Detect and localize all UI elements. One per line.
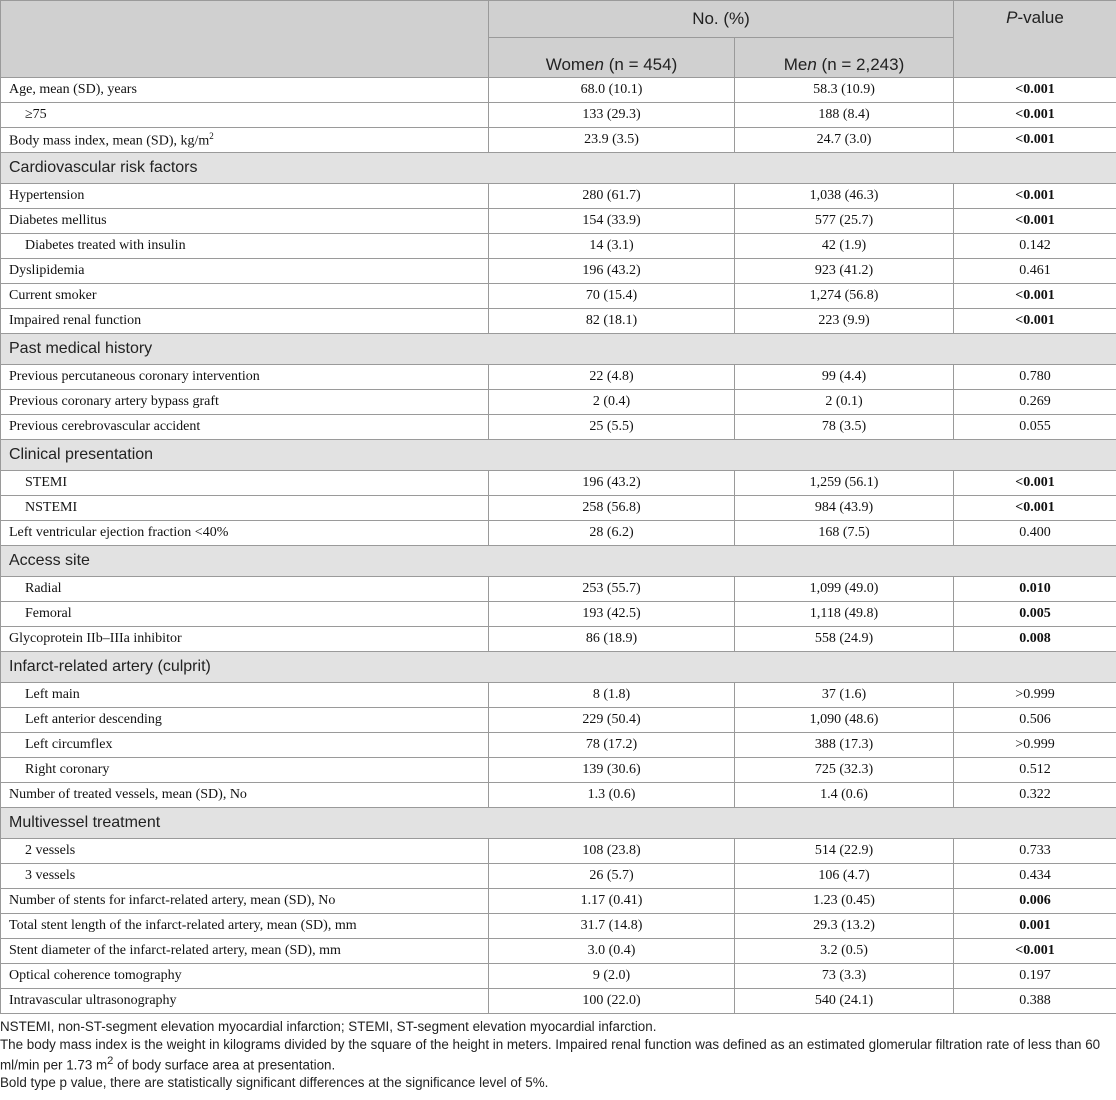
women-value: 78 (17.2)	[489, 733, 735, 758]
men-value: 29.3 (13.2)	[735, 914, 954, 939]
row-label: Impaired renal function	[1, 309, 489, 334]
row-label: Radial	[1, 577, 489, 602]
row-label: 3 vessels	[1, 864, 489, 889]
p-value: <0.001	[954, 103, 1116, 128]
p-value: 0.322	[954, 783, 1116, 808]
men-value: 37 (1.6)	[735, 683, 954, 708]
men-value: 1,118 (49.8)	[735, 602, 954, 627]
men-value: 725 (32.3)	[735, 758, 954, 783]
p-value: 0.055	[954, 415, 1116, 440]
table-row	[1, 521, 1116, 546]
table-row	[1, 627, 1116, 652]
p-value: 0.269	[954, 390, 1116, 415]
men-value: 540 (24.1)	[735, 989, 954, 1014]
women-value: 139 (30.6)	[489, 758, 735, 783]
men-value: 73 (3.3)	[735, 964, 954, 989]
men-column-header: Men (n = 2,243)	[735, 38, 954, 78]
p-value: 0.388	[954, 989, 1116, 1014]
men-value: 3.2 (0.5)	[735, 939, 954, 964]
row-label: Stent diameter of the infarct-related artery, mean (SD), mm	[1, 939, 489, 964]
table-row	[1, 309, 1116, 334]
footnote-significance: Bold type p value, there are statistically significant differences at the significance level of 5%.	[0, 1074, 549, 1090]
table-row	[1, 259, 1116, 284]
women-value: 108 (23.8)	[489, 839, 735, 864]
women-value: 193 (42.5)	[489, 602, 735, 627]
table-row	[1, 365, 1116, 390]
p-value: 0.461	[954, 259, 1116, 284]
footnote-definitions-text: The body mass index is the weight in kilograms divided by the square of the height in meters. Impaired renal function was defined as an estimated glomerular filtration rate of less than 60 ml/min per 1.73 m	[0, 1036, 1101, 1073]
row-label: Total stent length of the infarct-related artery, mean (SD), mm	[1, 914, 489, 939]
men-value: 1.4 (0.6)	[735, 783, 954, 808]
men-value: 1,038 (46.3)	[735, 184, 954, 209]
p-value: 0.005	[954, 602, 1116, 627]
women-value: 22 (4.8)	[489, 365, 735, 390]
men-value: 1,259 (56.1)	[735, 471, 954, 496]
table-row	[1, 708, 1116, 733]
women-value: 229 (50.4)	[489, 708, 735, 733]
women-value: 25 (5.5)	[489, 415, 735, 440]
row-label: Dyslipidemia	[1, 259, 489, 284]
women-value: 196 (43.2)	[489, 471, 735, 496]
p-value: <0.001	[954, 128, 1116, 153]
row-label: Left main	[1, 683, 489, 708]
table-row	[1, 889, 1116, 914]
women-value: 1.3 (0.6)	[489, 783, 735, 808]
row-label: NSTEMI	[1, 496, 489, 521]
men-value: 168 (7.5)	[735, 521, 954, 546]
women-value: 8 (1.8)	[489, 683, 735, 708]
men-value: 388 (17.3)	[735, 733, 954, 758]
women-value: 154 (33.9)	[489, 209, 735, 234]
women-value: 68.0 (10.1)	[489, 78, 735, 103]
men-value: 984 (43.9)	[735, 496, 954, 521]
p-value: >0.999	[954, 683, 1116, 708]
p-value: 0.733	[954, 839, 1116, 864]
table-row	[1, 864, 1116, 889]
group-header: No. (%)	[489, 1, 954, 38]
men-value: 188 (8.4)	[735, 103, 954, 128]
women-value: 253 (55.7)	[489, 577, 735, 602]
p-value: 0.197	[954, 964, 1116, 989]
women-value: 23.9 (3.5)	[489, 128, 735, 153]
table-row	[1, 964, 1116, 989]
men-value: 1.23 (0.45)	[735, 889, 954, 914]
row-label: 2 vessels	[1, 839, 489, 864]
row-label: Body mass index, mean (SD), $kg/m^2$	[1, 128, 489, 153]
table-row	[1, 103, 1116, 128]
men-value: 24.7 (3.0)	[735, 128, 954, 153]
section-title: Past medical history	[1, 334, 1116, 365]
table-body	[1, 78, 1116, 1014]
women-value: 70 (15.4)	[489, 284, 735, 309]
row-label: Number of treated vessels, mean (SD), No	[1, 783, 489, 808]
table-row	[1, 78, 1116, 103]
men-value: 1,099 (49.0)	[735, 577, 954, 602]
row-label: Diabetes mellitus	[1, 209, 489, 234]
table-row	[1, 496, 1116, 521]
women-column-header: Women (n = 454)	[489, 38, 735, 78]
men-value: 99 (4.4)	[735, 365, 954, 390]
section-header-row	[1, 440, 1116, 471]
table-row	[1, 390, 1116, 415]
row-label: STEMI	[1, 471, 489, 496]
row-label: Age, mean (SD), years	[1, 78, 489, 103]
section-title: Access site	[1, 546, 1116, 577]
footnote-definitions-tail: of body surface area at presentation.	[113, 1057, 336, 1073]
men-value: 923 (41.2)	[735, 259, 954, 284]
table-row	[1, 415, 1116, 440]
men-value: 106 (4.7)	[735, 864, 954, 889]
p-value: <0.001	[954, 284, 1116, 309]
table-row	[1, 209, 1116, 234]
row-label: Left anterior descending	[1, 708, 489, 733]
pvalue-column-header: P-value	[954, 1, 1116, 78]
men-value: 78 (3.5)	[735, 415, 954, 440]
men-value: 514 (22.9)	[735, 839, 954, 864]
men-value: 1,090 (48.6)	[735, 708, 954, 733]
men-value: 42 (1.9)	[735, 234, 954, 259]
table-row	[1, 683, 1116, 708]
table-row	[1, 471, 1116, 496]
p-value: <0.001	[954, 209, 1116, 234]
p-value: <0.001	[954, 471, 1116, 496]
women-value: 9 (2.0)	[489, 964, 735, 989]
footnote-abbreviations: NSTEMI, non-ST-segment elevation myocardial infarction; STEMI, ST-segment elevation myocardial infarction.	[0, 1019, 657, 1034]
row-label: ≥75	[1, 103, 489, 128]
women-value: 100 (22.0)	[489, 989, 735, 1014]
row-label: Intravascular ultrasonography	[1, 989, 489, 1014]
p-value: 0.010	[954, 577, 1116, 602]
women-value: 196 (43.2)	[489, 259, 735, 284]
p-value: <0.001	[954, 939, 1116, 964]
table-row	[1, 939, 1116, 964]
table-row	[1, 577, 1116, 602]
row-label: Previous coronary artery bypass graft	[1, 390, 489, 415]
table-row	[1, 758, 1116, 783]
women-value: 2 (0.4)	[489, 390, 735, 415]
women-value: 258 (56.8)	[489, 496, 735, 521]
table-row	[1, 284, 1116, 309]
section-title: Multivessel treatment	[1, 808, 1116, 839]
row-label: Diabetes treated with insulin	[1, 234, 489, 259]
row-label: Hypertension	[1, 184, 489, 209]
p-value: 0.400	[954, 521, 1116, 546]
p-value: 0.506	[954, 708, 1116, 733]
table-row	[1, 184, 1116, 209]
table-footnotes	[0, 1018, 1116, 1091]
men-value: 1,274 (56.8)	[735, 284, 954, 309]
p-value: 0.142	[954, 234, 1116, 259]
table-row	[1, 128, 1116, 153]
women-value: 3.0 (0.4)	[489, 939, 735, 964]
section-header-row	[1, 808, 1116, 839]
women-value: 26 (5.7)	[489, 864, 735, 889]
p-value: <0.001	[954, 184, 1116, 209]
footnote-definitions	[0, 1036, 1116, 1074]
table-row	[1, 602, 1116, 627]
section-header-row	[1, 153, 1116, 184]
section-title: Infarct-related artery (culprit)	[1, 652, 1116, 683]
row-label: Left ventricular ejection fraction <40%	[1, 521, 489, 546]
women-value: 28 (6.2)	[489, 521, 735, 546]
table-row	[1, 914, 1116, 939]
women-value: 280 (61.7)	[489, 184, 735, 209]
p-value: 0.780	[954, 365, 1116, 390]
women-value: 82 (18.1)	[489, 309, 735, 334]
men-value: 223 (9.9)	[735, 309, 954, 334]
women-value: 1.17 (0.41)	[489, 889, 735, 914]
p-value: 0.434	[954, 864, 1116, 889]
p-value: 0.001	[954, 914, 1116, 939]
table-row	[1, 733, 1116, 758]
p-value: <0.001	[954, 78, 1116, 103]
table-row	[1, 783, 1116, 808]
row-label: Left circumflex	[1, 733, 489, 758]
section-header-row	[1, 546, 1116, 577]
p-value: >0.999	[954, 733, 1116, 758]
row-label: Number of stents for infarct-related artery, mean (SD), No	[1, 889, 489, 914]
section-title: Cardiovascular risk factors	[1, 153, 1116, 184]
men-value: 58.3 (10.9)	[735, 78, 954, 103]
p-value: <0.001	[954, 309, 1116, 334]
row-label: Optical coherence tomography	[1, 964, 489, 989]
table-row	[1, 234, 1116, 259]
women-value: 31.7 (14.8)	[489, 914, 735, 939]
women-value: 86 (18.9)	[489, 627, 735, 652]
p-value: 0.006	[954, 889, 1116, 914]
table-row	[1, 989, 1116, 1014]
row-label: Glycoprotein IIb–IIIa inhibitor	[1, 627, 489, 652]
p-value: 0.008	[954, 627, 1116, 652]
row-label: Previous percutaneous coronary intervention	[1, 365, 489, 390]
section-header-row	[1, 334, 1116, 365]
section-header-row	[1, 652, 1116, 683]
footnote-superscript: 2	[107, 1055, 114, 1067]
table-row	[1, 839, 1116, 864]
women-value: 14 (3.1)	[489, 234, 735, 259]
section-title: Clinical presentation	[1, 440, 1116, 471]
men-value: 2 (0.1)	[735, 390, 954, 415]
row-label: Previous cerebrovascular accident	[1, 415, 489, 440]
row-label: Current smoker	[1, 284, 489, 309]
row-label: Femoral	[1, 602, 489, 627]
variable-column-header	[1, 1, 489, 78]
p-value: <0.001	[954, 496, 1116, 521]
p-value: 0.512	[954, 758, 1116, 783]
men-value: 558 (24.9)	[735, 627, 954, 652]
women-value: 133 (29.3)	[489, 103, 735, 128]
men-value: 577 (25.7)	[735, 209, 954, 234]
row-label: Right coronary	[1, 758, 489, 783]
